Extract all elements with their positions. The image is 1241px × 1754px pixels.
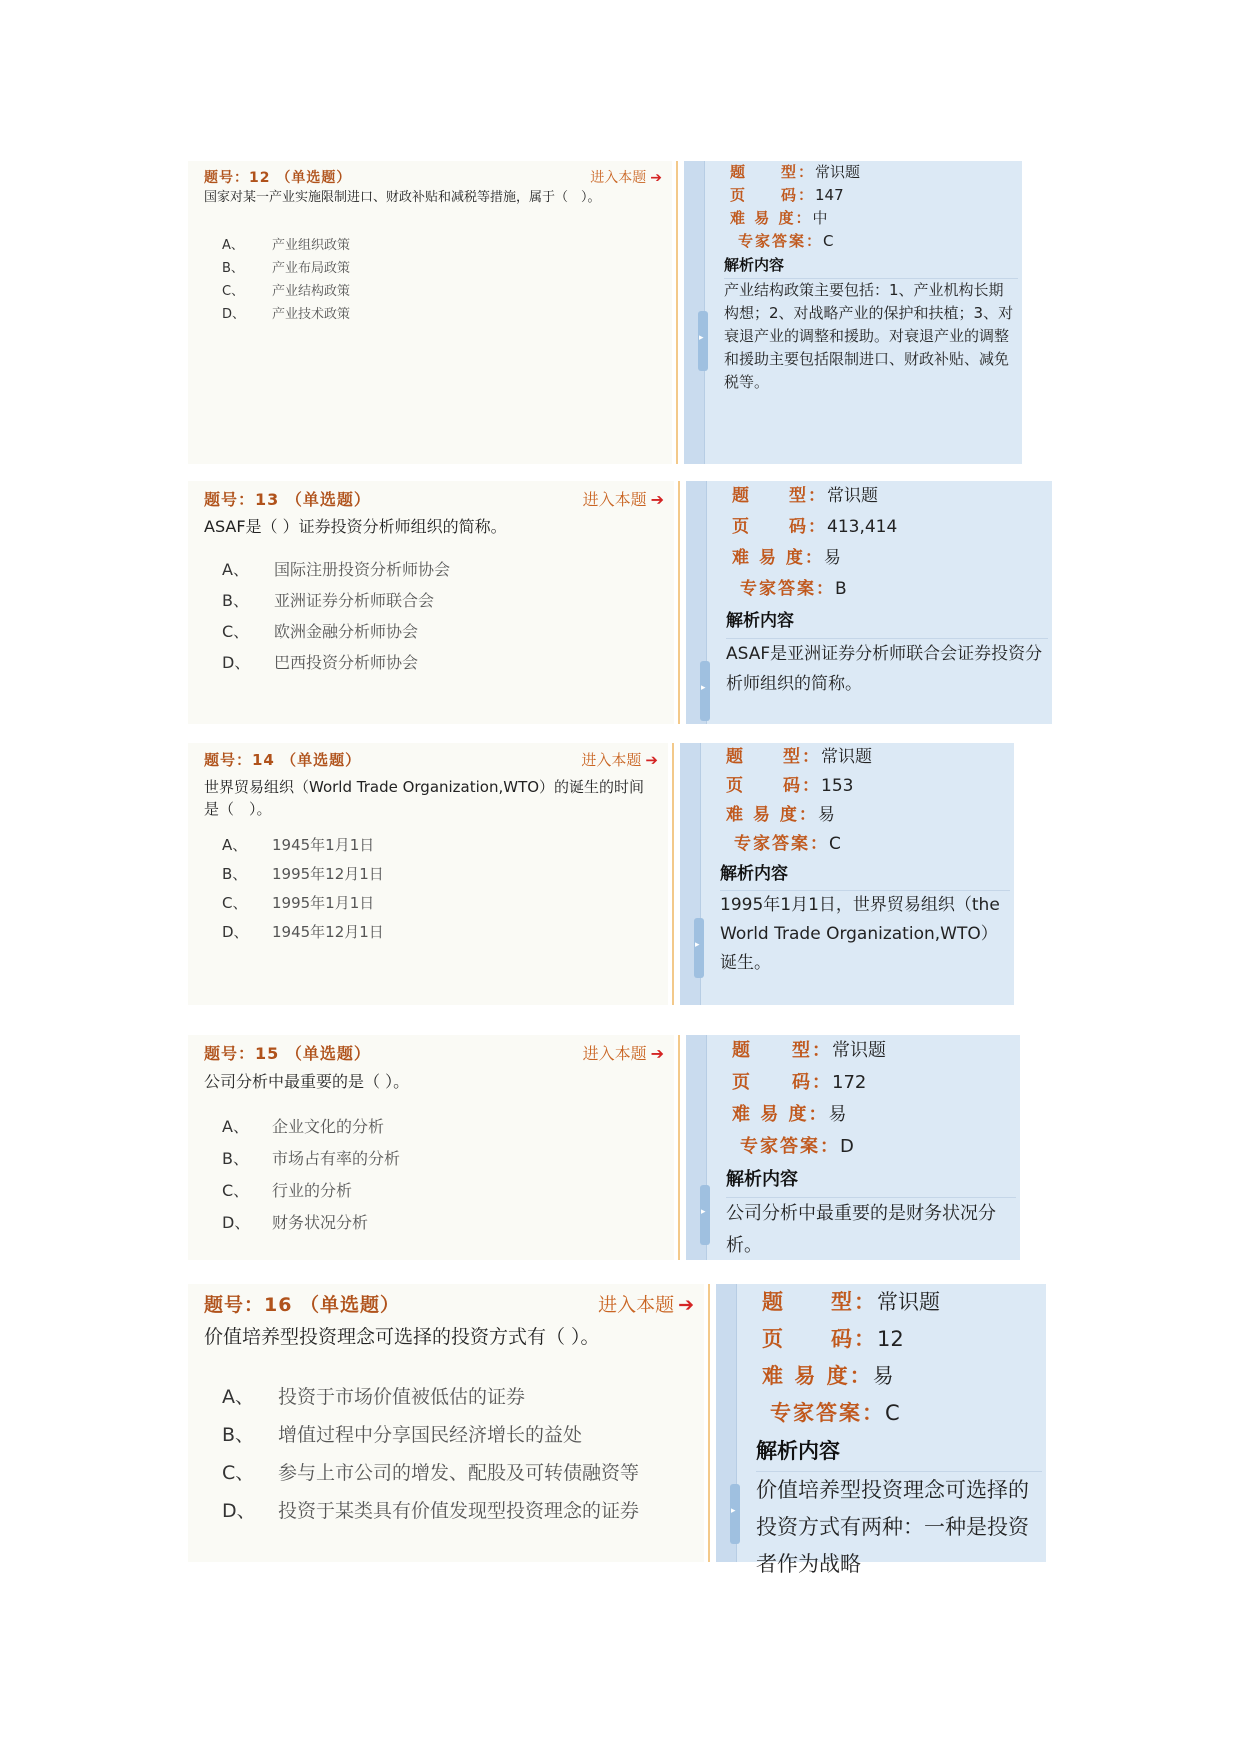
option-text: 市场占有率的分析 (272, 1149, 401, 1168)
panel-divider (672, 743, 674, 1005)
page-number-label: 页 码： (730, 186, 816, 204)
collapse-handle-icon[interactable]: ▸ (698, 311, 708, 371)
expert-answer-value: C (885, 1401, 900, 1425)
option-text: 亚洲证券分析师联合会 (274, 591, 435, 610)
page-number-label: 页 码： (726, 776, 821, 796)
option-text: 产业技术政策 (272, 307, 351, 322)
option-letter: B、 (222, 591, 249, 610)
question-type-row (732, 1035, 1016, 1067)
enter-question-label: 进入本题 (598, 1294, 675, 1316)
analysis-title: 解析内容 (756, 1432, 1042, 1472)
option-letter: B、 (222, 1149, 249, 1168)
question-number: 题号：12 （单选题） (204, 170, 352, 186)
difficulty-row (762, 1358, 1042, 1395)
page-number-value: 12 (877, 1327, 904, 1351)
expert-answer-value: C (823, 232, 834, 250)
arrow-right-icon: ➔ (645, 751, 658, 769)
option-list (222, 557, 642, 681)
analysis-text: 公司分析中最重要的是财务状况分析。 (726, 1203, 996, 1256)
difficulty-label: 难 易 度： (762, 1364, 873, 1388)
option-letter: C、 (222, 894, 248, 912)
page-number-row (726, 772, 1010, 801)
option-item[interactable] (222, 863, 636, 892)
page-number-row (730, 184, 1018, 207)
question-text: 价值培养型投资理念可选择的投资方式有（ ）。 (204, 1326, 600, 1348)
question-text: 公司分析中最重要的是（ ）。 (204, 1072, 410, 1091)
difficulty-value: 易 (872, 1364, 894, 1388)
question-panel (188, 743, 668, 1005)
option-text: 1995年12月1日 (272, 865, 384, 883)
option-letter: B、 (222, 261, 244, 276)
option-item[interactable] (222, 834, 636, 863)
question-type-value: 常识题 (827, 486, 878, 506)
arrow-right-icon: ➔ (650, 490, 664, 509)
analysis-title: 解析内容 (720, 859, 1010, 891)
question-type-row (732, 481, 1048, 512)
option-text: 国际注册投资分析师协会 (274, 560, 451, 579)
option-letter: D、 (222, 1500, 256, 1522)
analysis-title: 解析内容 (724, 253, 1018, 279)
option-letter: C、 (222, 284, 245, 299)
question-type-value: 常识题 (832, 1040, 886, 1061)
option-letter: A、 (222, 1386, 254, 1408)
option-item[interactable] (222, 557, 642, 588)
option-letter: C、 (222, 1181, 250, 1200)
difficulty-row (732, 543, 1048, 574)
option-item[interactable] (222, 306, 640, 329)
question-panel (188, 1284, 704, 1562)
question-panel (188, 481, 674, 724)
panel-divider (678, 1035, 680, 1260)
option-text: 1945年12月1日 (272, 923, 384, 941)
expert-answer-label: 专家答案： (738, 232, 824, 250)
panel-divider (708, 1284, 710, 1562)
enter-question-link[interactable] (583, 487, 664, 510)
enter-question-link[interactable] (581, 749, 658, 770)
option-text: 产业组织政策 (272, 238, 351, 253)
option-text: 巴西投资分析师协会 (274, 653, 419, 672)
page-number-value: 147 (815, 186, 844, 204)
answer-panel (686, 1035, 1020, 1260)
question-text: ASAF是（ ）证券投资分析师组织的简称。 (204, 517, 507, 536)
option-letter: A、 (222, 560, 249, 579)
collapse-handle-icon[interactable]: ▸ (700, 661, 710, 721)
page-number-label: 页 码： (732, 1072, 832, 1093)
option-list (222, 1114, 642, 1242)
difficulty-value: 易 (817, 805, 835, 825)
analysis-title: 解析内容 (726, 605, 1048, 639)
expert-answer-row (732, 1131, 1016, 1163)
enter-question-label: 进入本题 (590, 170, 647, 186)
answer-panel (680, 743, 1014, 1005)
option-item[interactable] (222, 1419, 672, 1457)
difficulty-row (730, 207, 1018, 230)
option-item[interactable] (222, 260, 640, 283)
question-type-value: 常识题 (877, 1290, 940, 1314)
page-number-row (762, 1321, 1042, 1358)
answer-details (720, 743, 1010, 978)
option-text: 财务状况分析 (272, 1213, 369, 1232)
option-text: 1945年1月1日 (272, 836, 375, 854)
answer-details (726, 1035, 1016, 1262)
enter-question-link[interactable] (590, 167, 662, 187)
option-letter: B、 (222, 865, 248, 883)
option-item[interactable] (222, 1457, 672, 1495)
option-text: 投资于某类具有价值发现型投资理念的证券 (278, 1500, 640, 1522)
difficulty-row (732, 1099, 1016, 1131)
question-type-label: 题 型： (762, 1290, 877, 1314)
difficulty-label: 难 易 度： (726, 805, 818, 825)
option-item[interactable] (222, 892, 636, 921)
expert-answer-row (762, 1395, 1042, 1432)
expert-answer-value: C (829, 834, 841, 854)
option-letter: A、 (222, 238, 244, 253)
answer-details (724, 161, 1018, 394)
expert-answer-row (726, 830, 1010, 859)
question-type-label: 题 型： (732, 1040, 832, 1061)
difficulty-label: 难 易 度： (732, 1104, 829, 1125)
difficulty-value: 易 (823, 548, 841, 568)
option-letter: C、 (222, 622, 250, 641)
answer-details (756, 1284, 1042, 1583)
answer-panel (684, 161, 1022, 464)
question-number: 题号：14 （单选题） (204, 751, 362, 769)
analysis-text: 价值培养型投资理念可选择的投资方式有两种：一种是投资者作为战略 (756, 1478, 1029, 1576)
expert-answer-row (730, 230, 1018, 253)
question-type-label: 题 型： (732, 486, 827, 506)
option-item[interactable] (222, 921, 636, 950)
option-item[interactable] (222, 619, 642, 650)
option-letter: D、 (222, 923, 249, 941)
question-type-value: 常识题 (821, 747, 872, 767)
analysis-text: 1995年1月1日，世界贸易组织（the World Trade Organization,WTO）诞生。 (720, 895, 1000, 973)
question-panel (188, 161, 672, 464)
option-item[interactable] (222, 1381, 672, 1419)
option-text: 1995年1月1日 (272, 894, 375, 912)
page-number-value: 153 (821, 776, 854, 796)
option-list (222, 1381, 672, 1533)
arrow-right-icon: ➔ (650, 1044, 664, 1063)
option-item[interactable] (222, 1146, 642, 1178)
question-panel (188, 1035, 674, 1260)
expert-answer-row (732, 574, 1048, 605)
option-item[interactable] (222, 283, 640, 306)
analysis-title: 解析内容 (726, 1163, 1016, 1198)
expert-answer-value: B (835, 579, 847, 599)
expert-answer-label: 专家答案： (734, 834, 829, 854)
difficulty-row (726, 801, 1010, 830)
option-text: 产业布局政策 (272, 261, 351, 276)
expert-answer-label: 专家答案： (740, 579, 835, 599)
option-item[interactable] (222, 588, 642, 619)
difficulty-value: 中 (812, 209, 828, 227)
enter-question-label: 进入本题 (581, 751, 642, 769)
option-list (222, 237, 640, 329)
option-item[interactable] (222, 1114, 642, 1146)
question-type-row (730, 161, 1018, 184)
expert-answer-value: D (840, 1136, 854, 1157)
panel-divider (676, 161, 678, 464)
option-text: 增值过程中分享国民经济增长的益处 (278, 1424, 583, 1446)
option-letter: D、 (222, 1213, 251, 1232)
difficulty-label: 难 易 度： (732, 548, 824, 568)
collapse-handle-icon[interactable]: ▸ (730, 1484, 740, 1544)
option-item[interactable] (222, 650, 642, 681)
option-text: 行业的分析 (272, 1181, 353, 1200)
answer-panel (686, 481, 1052, 724)
enter-question-label: 进入本题 (582, 490, 647, 509)
page-number-value: 172 (832, 1072, 867, 1093)
question-number: 题号：13 （单选题） (204, 490, 371, 509)
option-letter: D、 (222, 307, 246, 322)
enter-question-link[interactable] (583, 1041, 664, 1064)
page-number-row (732, 512, 1048, 543)
option-text: 投资于市场价值被低估的证券 (278, 1386, 526, 1408)
question-text: 国家对某一产业实施限制进口、财政补贴和减税等措施，属于（ ）。 (204, 190, 601, 205)
question-type-value: 常识题 (815, 163, 861, 181)
page-number-label: 页 码： (762, 1327, 877, 1351)
option-item[interactable] (222, 1495, 672, 1533)
question-type-row (726, 743, 1010, 772)
enter-question-label: 进入本题 (582, 1044, 647, 1063)
question-text: 世界贸易组织（World Trade Organization,WTO）的诞生的时间是（ ）。 (204, 778, 645, 818)
option-letter: C、 (222, 1462, 255, 1484)
arrow-right-icon: ➔ (650, 170, 662, 186)
question-number: 题号：15 （单选题） (204, 1044, 371, 1063)
analysis-text: 产业结构政策主要包括：1、产业机构长期构想；2、对战略产业的保护和扶植；3、对衰退产业的调整和援助。对衰退产业的调整和援助主要包括限制进口、财政补贴、减免税等。 (724, 281, 1014, 391)
expert-answer-label: 专家答案： (740, 1136, 840, 1157)
option-item[interactable] (222, 237, 640, 260)
answer-details (726, 481, 1048, 699)
option-letter: A、 (222, 836, 248, 854)
question-type-label: 题 型： (730, 163, 816, 181)
panel-divider (678, 481, 680, 724)
collapse-handle-icon[interactable]: ▸ (694, 918, 704, 978)
option-letter: D、 (222, 653, 251, 672)
page-number-label: 页 码： (732, 517, 827, 537)
option-text: 参与上市公司的增发、配股及可转债融资等 (278, 1462, 640, 1484)
collapse-handle-icon[interactable]: ▸ (700, 1185, 710, 1245)
difficulty-value: 易 (828, 1104, 847, 1125)
option-list (222, 834, 636, 950)
option-item[interactable] (222, 1210, 642, 1242)
answer-panel (716, 1284, 1046, 1576)
enter-question-link[interactable] (598, 1290, 694, 1317)
question-number: 题号：16 （单选题） (204, 1294, 401, 1316)
analysis-text: ASAF是亚洲证券分析师联合会证券投资分析师组织的简称。 (726, 644, 1043, 694)
option-text: 企业文化的分析 (272, 1117, 385, 1136)
page-number-row (732, 1067, 1016, 1099)
arrow-right-icon: ➔ (678, 1294, 694, 1316)
expert-answer-label: 专家答案： (770, 1401, 885, 1425)
option-text: 欧洲金融分析师协会 (274, 622, 419, 641)
option-text: 产业结构政策 (272, 284, 351, 299)
question-type-row (762, 1284, 1042, 1321)
page-number-value: 413,414 (827, 517, 898, 537)
question-type-label: 题 型： (726, 747, 821, 767)
difficulty-label: 难 易 度： (730, 209, 813, 227)
option-letter: B、 (222, 1424, 255, 1446)
option-item[interactable] (222, 1178, 642, 1210)
option-letter: A、 (222, 1117, 249, 1136)
